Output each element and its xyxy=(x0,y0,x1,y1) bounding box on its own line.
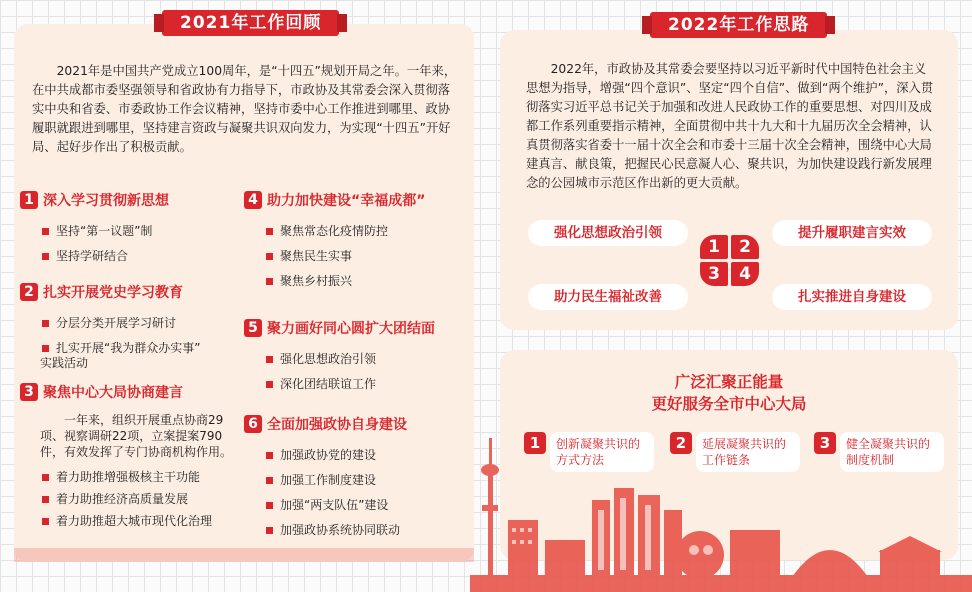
section-number: 2 xyxy=(20,283,38,301)
list-item: 着力助推经济高质量发展 xyxy=(40,492,245,507)
list-item: 聚焦常态化疫情防控 xyxy=(264,224,469,239)
section-number: 5 xyxy=(244,319,262,337)
focus-item-3: 助力民生福祉改善 xyxy=(528,284,688,310)
tile-number: 2 xyxy=(670,432,692,454)
tile-text: 延展凝聚共识的工作链条 xyxy=(696,432,800,472)
slogan-line-1: 广泛汇聚正能量 xyxy=(674,373,784,391)
list-item-continuation: 实践活动 xyxy=(40,356,89,370)
section-paragraph: 一年来，组织开展重点协商29项、视察调研22项，立案提案790件，有效发挥了专门协商机构作用。 xyxy=(40,413,233,459)
section-number: 6 xyxy=(244,415,262,433)
list-item: 扎实开展“我为群众办实事” xyxy=(40,341,245,356)
section-title: 聚焦中心大局协商建言 xyxy=(43,385,183,401)
quad-number-2: 2 xyxy=(731,235,759,259)
section-title: 扎实开展党史学习教育 xyxy=(43,285,183,301)
section-title: 助力加快建设“幸福成都” xyxy=(267,193,426,209)
plan-banner: 2022年工作思路 xyxy=(650,12,827,38)
tile-text: 健全凝聚共识的制度机制 xyxy=(840,432,944,472)
list-item: 着力助推增强极核主干功能 xyxy=(40,470,245,485)
quad-number-3: 3 xyxy=(700,262,728,286)
focus-item-1: 强化思想政治引领 xyxy=(528,220,688,246)
section-number: 4 xyxy=(244,191,262,209)
plan-intro: 2022年，市政协及其常委会要坚持以习近平新时代中国特色社会主义思想为指导，增强“四个意识”、坚定“四个自信”、做到“两个维护”，深入贯彻落实习近平总书记关于加强和改进人民政协工作的重要思想、对四川及成都工作系列重要指示精神，全面贯彻中共十九大和十九届历次全会精神，认真贯彻落实省委十一届十次全会和市委十三届十次全会精神，围绕中心大局建真言、献良策，把握民心民意凝人心、聚共识，为加快建设践行新发展理念的公园城市示范区作出新的更大贡献。 xyxy=(526,62,934,190)
slogan-line-2: 更好服务全市中心大局 xyxy=(651,395,807,413)
focus-item-2: 提升履职建言实效 xyxy=(772,220,932,246)
list-item: 加强政协党的建设 xyxy=(264,448,469,463)
review-banner: 2021年工作回顾 xyxy=(162,10,339,36)
list-item: 加强“两支队伍”建设 xyxy=(264,498,469,513)
quad-number-1: 1 xyxy=(700,235,728,259)
list-item: 加强政协系统协同联动 xyxy=(264,523,469,538)
list-item: 强化思想政治引领 xyxy=(264,352,469,367)
list-item: 坚持“第一议题”制 xyxy=(40,224,240,239)
list-item: 分层分类开展学习研讨 xyxy=(40,316,245,331)
tile-number: 1 xyxy=(524,432,546,454)
section-number: 1 xyxy=(20,191,38,209)
tile-number: 3 xyxy=(814,432,836,454)
section-title: 全面加强政协自身建设 xyxy=(267,417,407,433)
tile-text: 创新凝聚共识的方式方法 xyxy=(550,432,654,472)
section-title: 深入学习贯彻新思想 xyxy=(43,193,169,209)
list-item: 深化团结联谊工作 xyxy=(264,377,469,392)
review-intro: 2021年是中国共产党成立100周年，是“十四五”规划开局之年。一年来，在中共成都市委坚强领导和省政协有力指导下，市政协及其常委会深入贯彻落实中央和省委、市委政协工作会议精神，坚持市委中心工作推进到哪里、政协履职就跟进到哪里，坚持建言资政与凝聚共识双向发力，为实现“十四五”开好局、起好步作出了积极贡献。 xyxy=(32,64,457,154)
list-item: 聚焦民生实事 xyxy=(264,249,469,264)
quad-number-4: 4 xyxy=(731,262,759,286)
list-item: 加强工作制度建设 xyxy=(264,473,469,488)
focus-item-4: 扎实推进自身建设 xyxy=(772,284,932,310)
section-title: 聚力画好同心圆扩大团结面 xyxy=(267,321,435,337)
list-item: 聚焦乡村振兴 xyxy=(264,274,469,289)
list-item: 着力助推超大城市现代化治理 xyxy=(40,514,245,529)
list-item: 坚持学研结合 xyxy=(40,249,240,264)
section-number: 3 xyxy=(20,383,38,401)
